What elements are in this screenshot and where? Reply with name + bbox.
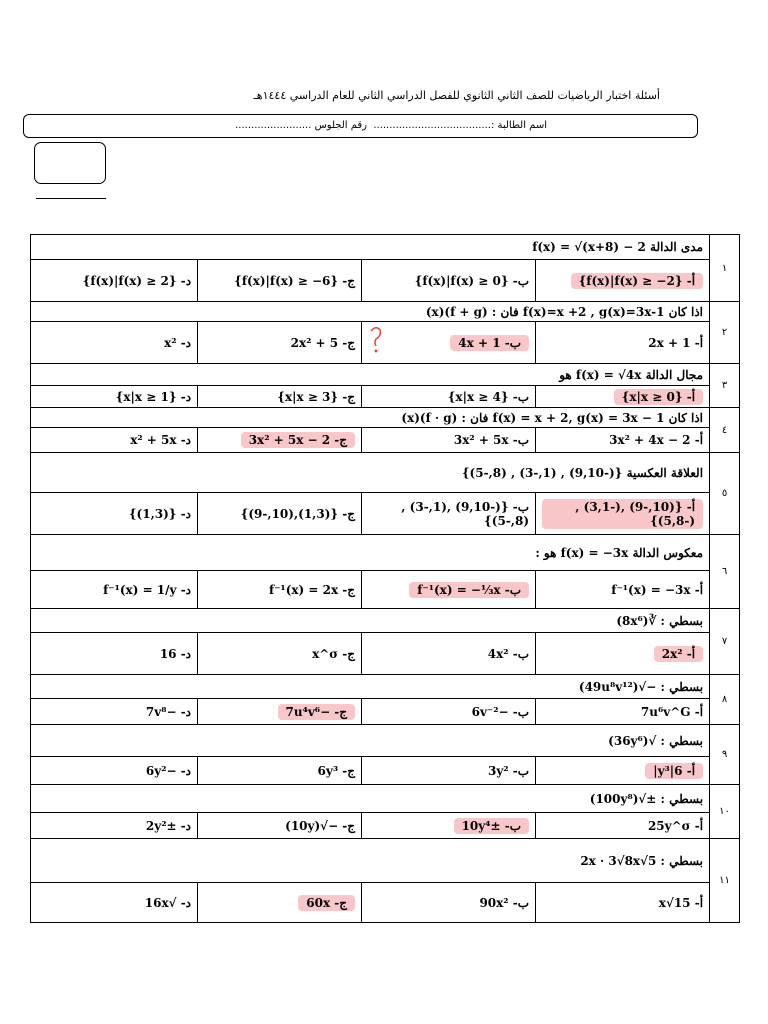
option-d[interactable] <box>31 633 198 675</box>
question-row <box>31 609 740 633</box>
option-a[interactable] <box>536 386 710 408</box>
option-c-label: ج- 2x² + 5 <box>290 335 356 350</box>
option-b-label: ب- ±10y⁴ <box>454 818 529 834</box>
options-row <box>31 757 740 785</box>
option-b[interactable] <box>362 260 536 302</box>
question-number: ٢ <box>710 302 740 364</box>
option-a-label: أ- 25y^σ <box>647 818 704 833</box>
option-a-label: أ- 6|y³| <box>645 763 703 779</box>
option-b-label: ب- 4x² <box>487 646 530 661</box>
option-a-label: أ- {(10,-9) ,(-3,1) ,(-5,8)} <box>542 499 703 529</box>
question-number: ٩ <box>710 725 740 785</box>
question-row <box>31 785 740 813</box>
question-text: بسطي : √(36y⁶) <box>31 725 710 757</box>
option-d[interactable] <box>31 322 198 364</box>
question-number: ١١ <box>710 839 740 923</box>
option-d[interactable] <box>31 571 198 609</box>
options-row <box>31 260 740 302</box>
options-row <box>31 493 740 535</box>
option-b[interactable] <box>362 493 536 535</box>
question-row <box>31 302 740 322</box>
option-d-label: د- {f(x)|f(x) ≥ 2} <box>82 273 192 288</box>
option-d[interactable] <box>31 813 198 839</box>
option-d[interactable] <box>31 699 198 725</box>
option-a-label: أ- f⁻¹(x) = −3x <box>611 582 704 597</box>
option-a[interactable] <box>536 493 710 535</box>
option-c-label: ج- {x|x ≥ 3} <box>277 389 356 404</box>
option-d-label: د- −7v⁸ <box>145 704 192 719</box>
option-a[interactable] <box>536 322 710 364</box>
option-c-label: ج- {(1,3),(10,-9)} <box>240 506 356 521</box>
option-c-label: ج- x^σ <box>312 646 356 661</box>
option-a[interactable] <box>536 571 710 609</box>
question-text: بسطي : 5√2x · 3√8x <box>31 839 710 883</box>
options-row <box>31 428 740 453</box>
option-a[interactable] <box>536 757 710 785</box>
option-b[interactable] <box>362 428 536 453</box>
option-a-label: أ- {x|x ≥ 0} <box>614 389 703 405</box>
question-text: بسطي : ∛(8x⁶) <box>31 609 710 633</box>
option-c[interactable] <box>198 699 362 725</box>
options-row <box>31 699 740 725</box>
option-b[interactable] <box>362 813 536 839</box>
option-b-label: ب- 3y² <box>487 763 530 778</box>
question-number: ٧ <box>710 609 740 675</box>
option-d-label: د- {(1,3)} <box>128 506 192 521</box>
option-a-label: أ- 2x + 1 <box>648 335 704 350</box>
option-d[interactable] <box>31 386 198 408</box>
option-a-label: أ- 15√x <box>658 895 704 910</box>
option-d[interactable] <box>31 428 198 453</box>
question-number: ٤ <box>710 408 740 453</box>
question-row <box>31 408 740 428</box>
option-a[interactable] <box>536 428 710 453</box>
option-c[interactable] <box>198 428 362 453</box>
option-c[interactable] <box>198 757 362 785</box>
option-c[interactable] <box>198 883 362 923</box>
option-d[interactable] <box>31 883 198 923</box>
options-row <box>31 322 740 364</box>
option-b-label: ب- 90x² <box>479 895 530 910</box>
question-number: ٣ <box>710 364 740 408</box>
option-b-label: ب- {f(x)|f(x) ≥ 0} <box>414 273 530 288</box>
option-b-label: ب- f⁻¹(x) = −⅓x <box>409 582 529 598</box>
option-a[interactable] <box>536 883 710 923</box>
option-b[interactable] <box>362 322 536 364</box>
option-c-label: ج- 6y³ <box>317 763 356 778</box>
option-a-label: أ- 7u⁶v^G <box>640 704 704 719</box>
option-b[interactable] <box>362 633 536 675</box>
option-c[interactable] <box>198 813 362 839</box>
option-b[interactable] <box>362 386 536 408</box>
option-c[interactable] <box>198 571 362 609</box>
question-row <box>31 235 740 260</box>
question-row <box>31 535 740 571</box>
option-b-label: ب- 3x² + 5x <box>453 433 530 447</box>
option-c-label: ج- −7u⁴v⁶ <box>278 704 356 720</box>
option-a-label: أ- {f(x)|f(x) ≥ −2} <box>571 273 703 289</box>
option-c[interactable] <box>198 322 362 364</box>
question-number: ١٠ <box>710 785 740 839</box>
options-row <box>31 813 740 839</box>
option-d[interactable] <box>31 260 198 302</box>
question-text: مجال الدالة f(x) = √4x هو <box>31 364 710 386</box>
question-text: معكوس الدالة f(x) = −3x هو : <box>31 535 710 571</box>
options-row <box>31 883 740 923</box>
option-c[interactable] <box>198 493 362 535</box>
question-mark-annotation <box>368 325 384 355</box>
option-d-label: د- 16 <box>159 646 192 661</box>
student-info-box <box>23 114 698 138</box>
option-c[interactable] <box>198 633 362 675</box>
option-d-label: د- √16x <box>144 895 192 910</box>
option-d-label: د- −6y² <box>145 763 192 778</box>
option-b[interactable] <box>362 571 536 609</box>
option-c-label: ج- 3x² + 5x − 2 <box>241 432 355 448</box>
option-c-label: ج- {f(x)|f(x) ≥ −6} <box>234 273 356 288</box>
option-a[interactable] <box>536 699 710 725</box>
option-d-label: د- x² + 5x <box>130 433 192 447</box>
option-b[interactable] <box>362 757 536 785</box>
question-row <box>31 453 740 493</box>
question-row <box>31 675 740 699</box>
options-row <box>31 633 740 675</box>
option-d-label: د- x² <box>164 335 192 350</box>
question-text: بسطي : −√(49u⁸v¹²) <box>31 675 710 699</box>
option-b[interactable] <box>362 699 536 725</box>
question-text: مدى الدالة f(x) = √(x+8) − 2 <box>31 235 710 260</box>
question-number: ٥ <box>710 453 740 535</box>
question-row <box>31 725 740 757</box>
question-text: اذا كان f(x) = x + 2, g(x) = 3x − 1 فان : (f · g)(x) <box>31 408 710 428</box>
question-text: العلاقة العكسية {(-9,10) , (1,-3) , (8,-5)} <box>31 453 710 493</box>
options-row <box>31 571 740 609</box>
seat-number-field[interactable]: رقم الجلوس ........................ <box>235 120 367 131</box>
option-d-label: د- ±2y² <box>145 818 192 833</box>
option-a-label: أ- 3x² + 4x − 2 <box>609 433 704 447</box>
option-b-label: ب- {(-9,10) ,(1,-3) ,(8,-5)} <box>401 499 530 528</box>
option-b[interactable] <box>362 883 536 923</box>
option-c[interactable] <box>198 386 362 408</box>
option-c-label: ج- 60x <box>298 895 355 911</box>
score-box <box>34 142 106 184</box>
question-row <box>31 364 740 386</box>
option-c-label: ج- −√(10y) <box>285 818 356 833</box>
question-text: بسطي : ±√(100y⁸) <box>31 785 710 813</box>
option-c[interactable] <box>198 260 362 302</box>
option-b-label: ب- −6v⁻² <box>471 704 530 719</box>
option-a[interactable] <box>536 633 710 675</box>
option-c-label: ج- f⁻¹(x) = 2x <box>268 582 356 597</box>
option-d[interactable] <box>31 493 198 535</box>
exam-title: أسئلة اختبار الرياضيات للصف الثاني الثانوي للفصل الدراسي الثاني للعام الدراسي ١٤٤٤هـ <box>253 89 660 102</box>
question-number: ٦ <box>710 535 740 609</box>
option-d-label: د- {x|x ≥ 1} <box>115 389 192 404</box>
question-text: اذا كان f(x)=x +2 , g(x)=3x-1 فان : (f + g)(x) <box>31 302 710 322</box>
option-d-label: د- f⁻¹(x) = 1/y <box>103 582 192 597</box>
questions-table <box>30 234 740 923</box>
option-a-label: أ- 2x² <box>654 646 703 662</box>
option-b-label: ب- 4x + 1 <box>450 335 529 351</box>
option-a[interactable] <box>536 260 710 302</box>
question-number: ١ <box>710 235 740 302</box>
question-number: ٨ <box>710 675 740 725</box>
option-b-label: ب- {x|x ≥ 4} <box>447 389 530 404</box>
option-d[interactable] <box>31 757 198 785</box>
score-line <box>36 198 106 199</box>
option-a[interactable] <box>536 813 710 839</box>
options-row <box>31 386 740 408</box>
student-name-field[interactable]: اسم الطالبة :..................................... <box>373 120 547 131</box>
question-row <box>31 839 740 883</box>
